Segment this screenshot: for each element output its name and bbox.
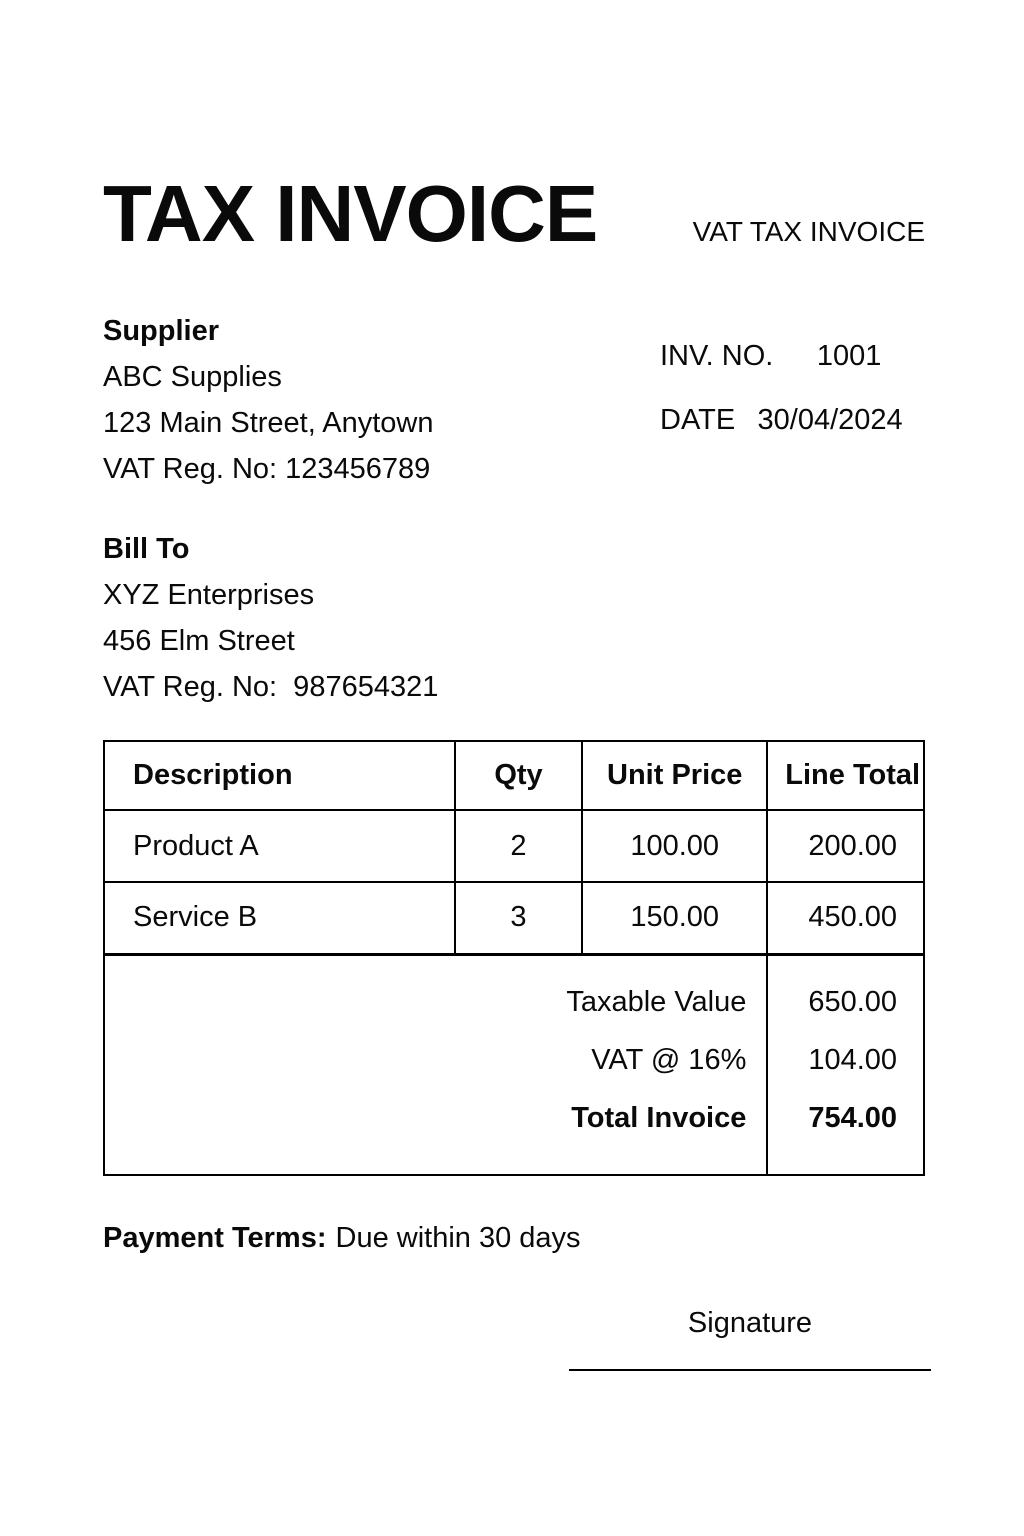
payment-terms-text: Due within 30 days bbox=[335, 1221, 581, 1254]
summary-row bbox=[104, 954, 924, 1175]
table-row bbox=[104, 810, 924, 882]
row-description: Product A bbox=[104, 810, 455, 882]
signature-line bbox=[569, 1369, 931, 1371]
bill-to-vat-number: VAT Reg. No: 987654321 bbox=[103, 671, 439, 703]
taxable-value-amount: 650.00 bbox=[808, 986, 898, 1018]
row-qty: 3 bbox=[455, 882, 582, 954]
row-line-total: 200.00 bbox=[767, 810, 924, 882]
row-unit-price: 100.00 bbox=[582, 810, 767, 882]
supplier-name: ABC Supplies bbox=[103, 361, 282, 393]
line-items-table bbox=[103, 740, 925, 1176]
table-row bbox=[104, 882, 924, 954]
invoice-number-label: INV. NO. bbox=[660, 340, 774, 372]
supplier-block bbox=[103, 308, 433, 492]
payment-terms bbox=[103, 1222, 925, 1255]
vat-amount: 104.00 bbox=[808, 1044, 898, 1076]
invoice-date-row bbox=[660, 404, 925, 437]
supplier-vat-number: VAT Reg. No: 123456789 bbox=[103, 453, 431, 485]
row-unit-price: 150.00 bbox=[582, 882, 767, 954]
bill-to-heading: Bill To bbox=[103, 533, 190, 565]
supplier-address: 123 Main Street, Anytown bbox=[103, 407, 434, 439]
invoice-meta-block bbox=[660, 340, 925, 492]
supplier-heading: Supplier bbox=[103, 315, 220, 347]
payment-terms-label: Payment Terms: bbox=[103, 1221, 327, 1254]
signature-label: Signature bbox=[687, 1306, 813, 1339]
vat-label: VAT @ 16% bbox=[591, 1044, 747, 1076]
invoice-number-row bbox=[660, 340, 925, 373]
total-invoice-amount: 754.00 bbox=[808, 1102, 898, 1134]
header-description: Description bbox=[104, 741, 455, 810]
header-qty: Qty bbox=[455, 741, 582, 810]
invoice-date-label: DATE bbox=[660, 404, 736, 436]
info-row bbox=[103, 308, 925, 492]
page-title: TAX INVOICE bbox=[103, 169, 598, 258]
summary-values bbox=[767, 954, 924, 1175]
total-invoice-label: Total Invoice bbox=[571, 1102, 747, 1134]
taxable-value-label: Taxable Value bbox=[566, 986, 747, 1018]
row-qty: 2 bbox=[455, 810, 582, 882]
bill-to-name: XYZ Enterprises bbox=[103, 579, 315, 611]
table-header bbox=[104, 741, 924, 810]
summary-labels bbox=[104, 954, 767, 1175]
page-subtitle: VAT TAX INVOICE bbox=[692, 216, 925, 247]
bill-to-block bbox=[103, 526, 925, 710]
row-line-total: 450.00 bbox=[767, 882, 924, 954]
title-row bbox=[103, 170, 925, 258]
invoice-number-value: 1001 bbox=[816, 340, 882, 372]
bill-to-address: 456 Elm Street bbox=[103, 625, 295, 657]
signature-block bbox=[569, 1307, 931, 1371]
invoice-date-value: 30/04/2024 bbox=[757, 404, 903, 436]
header-unit-price: Unit Price bbox=[582, 741, 767, 810]
row-description: Service B bbox=[104, 882, 455, 954]
header-line-total: Line Total bbox=[767, 741, 924, 810]
table-header-row bbox=[104, 741, 924, 810]
